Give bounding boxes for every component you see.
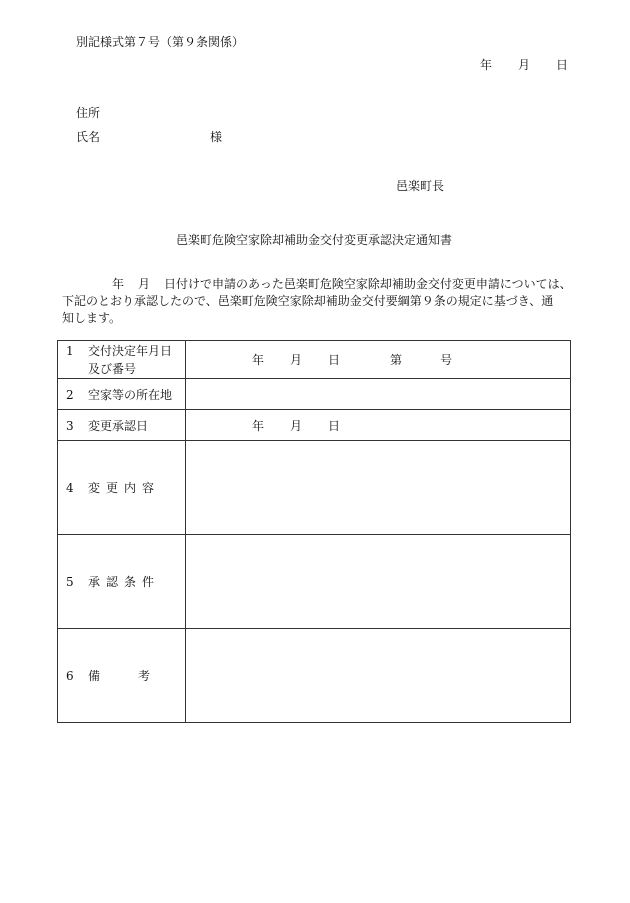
table-row — [58, 441, 571, 535]
row-1-year: 年 — [252, 353, 265, 367]
row-6-label-b: 考 — [138, 669, 151, 683]
row-1-label: 1 交付決定年月日 及び番号 — [58, 341, 186, 379]
notice-body — [62, 276, 582, 327]
body-year: 年 — [112, 277, 125, 291]
row-3-month: 月 — [290, 418, 303, 433]
row-1-month: 月 — [290, 353, 303, 367]
row-2-label-text: 空家等の所在地 — [88, 387, 173, 402]
row-5-label-text: 承認条件 — [88, 575, 161, 589]
body-line-2: 下記のとおり承認したので、邑楽町危険空家除却補助金交付要綱第９条の規定に基づき、通 — [62, 294, 554, 308]
body-line-1 — [62, 276, 582, 293]
row-3-year: 年 — [252, 418, 265, 433]
name-label: 氏名 — [76, 130, 101, 144]
name-line — [76, 128, 223, 145]
date-day-label: 日 — [556, 58, 569, 72]
row-1-dai: 第 — [390, 353, 403, 367]
row-6-label: 6 備 考 — [58, 629, 186, 723]
table-row — [58, 341, 571, 379]
document-title: 邑楽町危険空家除却補助金交付変更承認決定通知書 — [176, 233, 453, 247]
row-1-value[interactable] — [186, 341, 571, 379]
row-1-label-line-2: 及び番号 — [88, 361, 137, 376]
date-month-label: 月 — [518, 58, 531, 72]
row-1-gou: 号 — [440, 353, 453, 367]
row-3-value[interactable] — [186, 410, 571, 441]
row-4-value[interactable] — [186, 441, 571, 535]
row-4-label-text: 変更内容 — [88, 481, 161, 495]
table-row — [58, 410, 571, 441]
row-2-label: 2 空家等の所在地 — [58, 379, 186, 410]
row-3-label: 3 変更承認日 — [58, 410, 186, 441]
row-5-label: 5 承認条件 — [58, 535, 186, 629]
approval-details-table — [57, 340, 571, 723]
row-4-label: 4 変更内容 — [58, 441, 186, 535]
honorific-sama: 様 — [210, 130, 223, 144]
row-5-value[interactable] — [186, 535, 571, 629]
issue-date — [480, 56, 568, 73]
row-3-day: 日 — [328, 418, 341, 433]
table-row — [58, 629, 571, 723]
row-6-value[interactable] — [186, 629, 571, 723]
table-row — [58, 535, 571, 629]
body-line-1-text: 日付けで申請のあった邑楽町危険空家除却補助金交付変更申請については、 — [164, 277, 572, 291]
row-1-label-line-1: 交付決定年月日 — [88, 343, 173, 358]
issuer-mayor: 邑楽町長 — [396, 179, 445, 193]
row-2-value[interactable] — [186, 379, 571, 410]
date-year-label: 年 — [480, 58, 493, 72]
address-label: 住所 — [76, 106, 101, 120]
table-row — [58, 379, 571, 410]
row-1-day: 日 — [328, 353, 341, 367]
body-line-3: 知します。 — [62, 311, 122, 325]
body-month: 月 — [138, 277, 151, 291]
form-identifier: 別記様式第７号（第９条関係） — [76, 35, 245, 49]
row-3-label-text: 変更承認日 — [88, 418, 149, 433]
row-6-label-a: 備 — [88, 669, 101, 683]
